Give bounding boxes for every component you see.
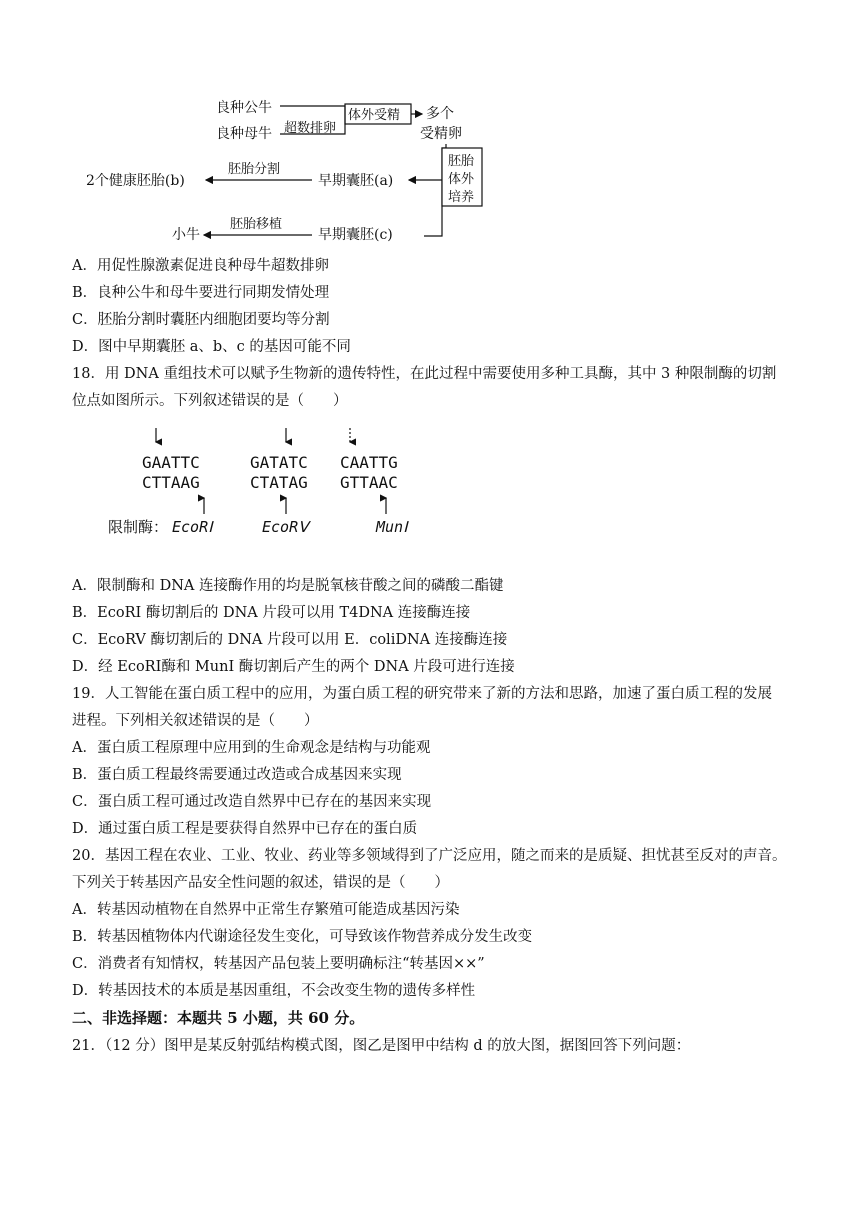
- muni-bottom: GTTAAC: [340, 473, 398, 492]
- ecorv-name: EcoRⅤ: [262, 518, 309, 536]
- muni-name: MunⅠ: [376, 518, 408, 536]
- q18-option-b: B．EcoRI 酶切割后的 DNA 片段可以用 T4DNA 连接酶连接: [72, 605, 471, 621]
- flow-embryo-c: 早期囊胚(c): [318, 227, 393, 243]
- flow-male: 良种公牛: [216, 100, 272, 116]
- section-heading: 二、非选择题：本题共 5 小题，共 60 分。: [72, 1009, 365, 1027]
- flow-transfer: 胚胎移植: [230, 217, 283, 232]
- q17-option-d: D．图中早期囊胚 a、b、c 的基因可能不同: [72, 339, 351, 355]
- ecori-top: GAATTC: [142, 453, 200, 472]
- flow-ivf: 体外受精: [348, 108, 401, 123]
- q17-option-a: A．用促性腺激素促进良种母牛超数排卵: [72, 258, 329, 274]
- flow-culture-2: 体外: [448, 172, 475, 187]
- q20-stem-2: 下列关于转基因产品安全性问题的叙述，错误的是（ ）: [72, 875, 449, 891]
- flow-eggs-1: 多个: [426, 106, 454, 122]
- q17-option-c: C．胚胎分割时囊胚内细胞团要均等分割: [72, 312, 330, 328]
- q18-option-a: A．限制酶和 DNA 连接酶作用的均是脱氧核苷酸之间的磷酸二酯键: [72, 578, 504, 594]
- ecorv-top: GATATC: [250, 453, 308, 472]
- q20-option-a: A．转基因动植物在自然界中正常生存繁殖可能造成基因污染: [72, 902, 460, 918]
- q19-option-a: A．蛋白质工程原理中应用到的生命观念是结构与功能观: [72, 740, 431, 756]
- flow-culture-3: 培养: [448, 190, 475, 205]
- flow-female: 良种母牛: [216, 126, 272, 142]
- ecori-name: EcoRⅠ: [172, 518, 213, 536]
- q19-option-b: B．蛋白质工程最终需要通过改造或合成基因来实现: [72, 767, 402, 783]
- q19-option-d: D．通过蛋白质工程是要获得自然界中已存在的蛋白质: [72, 821, 418, 837]
- q18-option-d: D．经 EcoRⅠ酶和 MunI 酶切割后产生的两个 DNA 片段可进行连接: [72, 659, 515, 675]
- ecorv-bottom: CTATAG: [250, 473, 308, 492]
- flow-calf: 小牛: [172, 227, 200, 243]
- q19-stem-1: 19．人工智能在蛋白质工程中的应用，为蛋白质工程的研究带来了新的方法和思路，加速了蛋白质工程的发展: [72, 686, 772, 702]
- q17-option-b: B．良种公牛和母牛要进行同期发情处理: [72, 285, 330, 301]
- q20-stem-1: 20．基因工程在农业、工业、牧业、药业等多领域得到了广泛应用，随之而来的是质疑、担忧甚至反对的声音。: [72, 848, 787, 864]
- q21-stem: 21．（12 分）图甲是某反射弧结构模式图，图乙是图甲中结构 d 的放大图，据图回答下列问题：: [72, 1038, 691, 1054]
- q19-option-c: C．蛋白质工程可通过改造自然界中已存在的基因来实现: [72, 794, 432, 810]
- ecori-bottom: CTTAAG: [142, 473, 200, 492]
- q18-option-c: C．EcoRV 酶切割后的 DNA 片段可以用 E．coliDNA 连接酶连接: [72, 632, 508, 648]
- muni-top: CAATTG: [340, 453, 398, 472]
- q20-option-d: D．转基因技术的本质是基因重组，不会改变生物的遗传多样性: [72, 983, 476, 999]
- q18-stem-1: 18．用 DNA 重组技术可以赋予生物新的遗传特性，在此过程中需要使用多种工具酶，其中 3 种限制酶的切割: [72, 366, 777, 382]
- flow-healthy: 2个健康胚胎(b): [86, 173, 185, 189]
- embryo-flow-diagram: [80, 92, 500, 248]
- flow-superov: 超数排卵: [284, 121, 337, 136]
- restriction-caption: 限制酶：: [108, 518, 169, 536]
- flow-embryo-a: 早期囊胚(a): [318, 173, 394, 189]
- q19-stem-2: 进程。下列相关叙述错误的是（ ）: [72, 713, 319, 729]
- q18-stem-2: 位点如图所示。下列叙述错误的是（ ）: [72, 393, 348, 409]
- restriction-sites-diagram: [100, 422, 440, 544]
- flow-split: 胚胎分割: [228, 162, 281, 177]
- q20-option-c: C．消费者有知情权，转基因产品包装上要明确标注“转基因××”: [72, 956, 485, 972]
- flow-culture-1: 胚胎: [448, 154, 475, 169]
- flow-eggs-2: 受精卵: [420, 126, 462, 142]
- flow-line-male: [280, 106, 345, 114]
- q20-option-b: B．转基因植物体内代谢途径发生变化，可导致该作物营养成分发生改变: [72, 929, 533, 945]
